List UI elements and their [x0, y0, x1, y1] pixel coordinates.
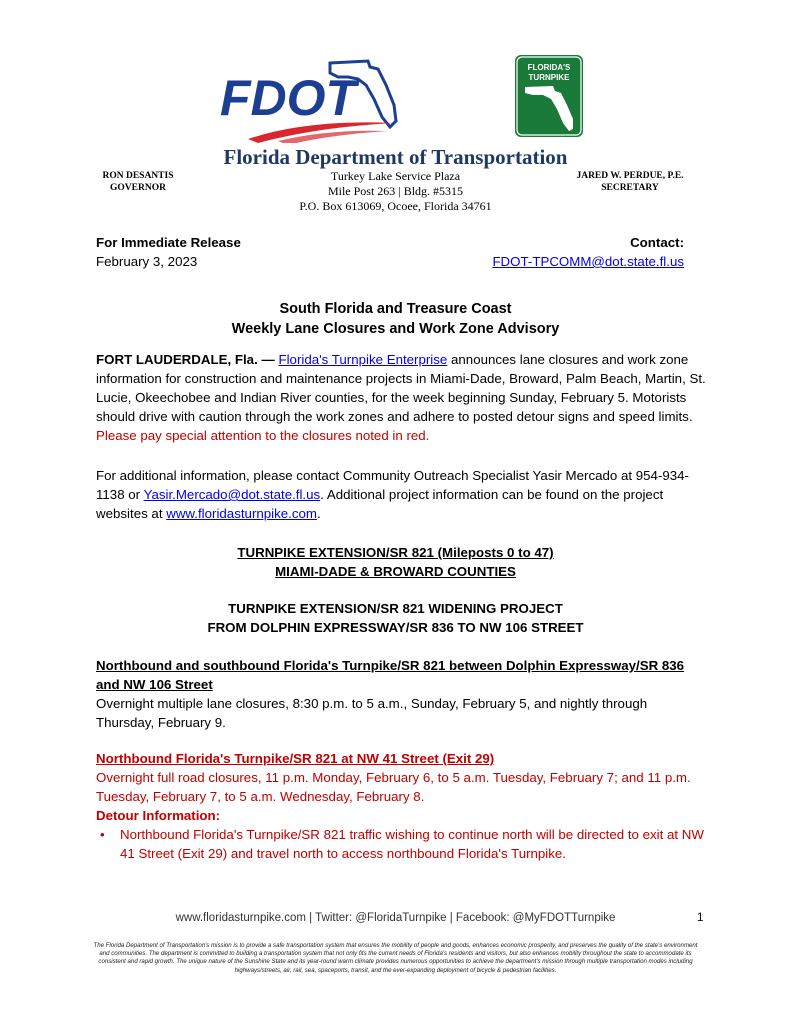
detour-text: Northbound Florida's Turnpike/SR 821 traffic wishing to continue north will be directed to exit at NW 41 Street (Exit 29) and travel north to access northbound Florida's Turnpike.	[120, 827, 704, 861]
release-label: For Immediate Release	[96, 235, 241, 250]
red-notice: Please pay special attention to the closures noted in red.	[96, 428, 430, 443]
governor-title: GOVERNOR	[110, 183, 166, 193]
project-heading	[0, 599, 791, 637]
intro-text: announces lane closures and work zone information for construction and maintenance projects in Miami-Dade, Broward, Palm Beach, Martin, St. Lucie, Okeechobee and Indian River counties, for the week beginning Sunday, February 5. Motorists should drive with caution through the work zones and adhere to posted detour signs and speed limits.	[96, 352, 706, 424]
svg-text:TURNPIKE: TURNPIKE	[528, 73, 570, 82]
title-line: South Florida and Treasure Coast	[279, 301, 512, 317]
address-line: Mile Post 263 | Bldg. #5315	[327, 184, 464, 198]
intro-paragraph	[96, 350, 706, 445]
bullet-icon: •	[100, 827, 105, 842]
section-heading-line: TURNPIKE EXTENSION/SR 821 (Mileposts 0 to 47)	[237, 545, 554, 560]
closure-block	[96, 656, 708, 732]
contact-info	[492, 233, 684, 271]
page-number: 1	[697, 912, 704, 924]
agency-name: Florida Department of Transportation	[223, 145, 568, 169]
release-info	[96, 233, 241, 271]
address-line: P.O. Box 613069, Ocoee, Florida 34761	[299, 199, 492, 213]
website-link[interactable]: www.floridasturnpike.com	[166, 506, 317, 521]
turnpike-enterprise-link[interactable]: Florida's Turnpike Enterprise	[278, 352, 448, 367]
footer-links: www.floridasturnpike.com | Twitter: @FloridaTurnpike | Facebook: @MyFDOTTurnpike	[175, 912, 616, 924]
title-line: Weekly Lane Closures and Work Zone Advisory	[231, 321, 560, 337]
contact-text: .	[316, 506, 321, 521]
closure-block-red	[96, 749, 708, 825]
closure-heading: Northbound Florida's Turnpike/SR 821 at NW 41 Street (Exit 29)	[96, 751, 495, 766]
fdot-logo	[218, 55, 408, 143]
contact-paragraph	[96, 466, 706, 523]
turnpike-logo	[513, 53, 585, 139]
dateline: FORT LAUDERDALE, Fla. —	[96, 352, 275, 367]
release-date: February 3, 2023	[96, 254, 198, 269]
contact-label: Contact:	[630, 235, 684, 250]
governor-name: RON DESANTIS	[102, 171, 174, 181]
project-heading-line: TURNPIKE EXTENSION/SR 821 WIDENING PROJECT	[228, 601, 563, 616]
detour-label: Detour Information:	[96, 808, 221, 823]
closure-text: Overnight multiple lane closures, 8:30 p.m. to 5 a.m., Sunday, February 5, and nightly through Thursday, February 9.	[96, 696, 648, 730]
contact-text: . Additional project information can be found on the project websites at	[96, 487, 664, 521]
contact-text: For additional information, please contact Community Outreach Specialist Yasir Mercado at 954-934-1138 or	[96, 468, 689, 502]
release-title	[0, 299, 791, 339]
svg-text:FLORIDA'S: FLORIDA'S	[527, 63, 571, 72]
section-heading-line: MIAMI-DADE & BROWARD COUNTIES	[275, 564, 516, 579]
secretary-block	[560, 170, 700, 194]
closure-heading: Northbound and southbound Florida's Turnpike/SR 821 between Dolphin Expressway/SR 836 and NW 106 Street	[96, 658, 685, 692]
address-line: Turkey Lake Service Plaza	[330, 169, 461, 183]
secretary-title: SECRETARY	[601, 183, 659, 193]
svg-text:FDOT: FDOT	[220, 70, 357, 126]
outreach-email-link[interactable]: Yasir.Mercado@dot.state.fl.us	[143, 487, 321, 502]
secretary-name: JARED W. PERDUE, P.E.	[576, 171, 684, 181]
detour-bullet	[100, 825, 708, 863]
section-heading	[0, 543, 791, 581]
mission-statement: The Florida Department of Transportation's mission is to provide a safe transportation system that ensures the mobility of people and goods, enhances economic prosperity, and preserves the quality of the state's environment and communities. The department is committed to building a transportation system that not only fits the current needs of Florida's residents and visitors, but also enhances mobility throughout the state to accommodate its consistent and rapid growth. The unique nature of the Sunshine State and its year-round warm climate provides numerous opportunities to achieve the department's mission through multiple transportation modes including highways/streets, air, rail, sea, spaceports, transit, and the ever-expanding deployment of bicycle & pedestrian facilities.	[93, 942, 698, 974]
closure-text: Overnight full road closures, 11 p.m. Monday, February 6, to 5 a.m. Tuesday, February 7; and 11 p.m. Tuesday, February 7, to 5 a.m. Wednesday, February 8.	[96, 770, 691, 804]
contact-email-link[interactable]: FDOT-TPCOMM@dot.state.fl.us	[492, 254, 684, 269]
project-heading-line: FROM DOLPHIN EXPRESSWAY/SR 836 TO NW 106 STREET	[207, 620, 584, 635]
